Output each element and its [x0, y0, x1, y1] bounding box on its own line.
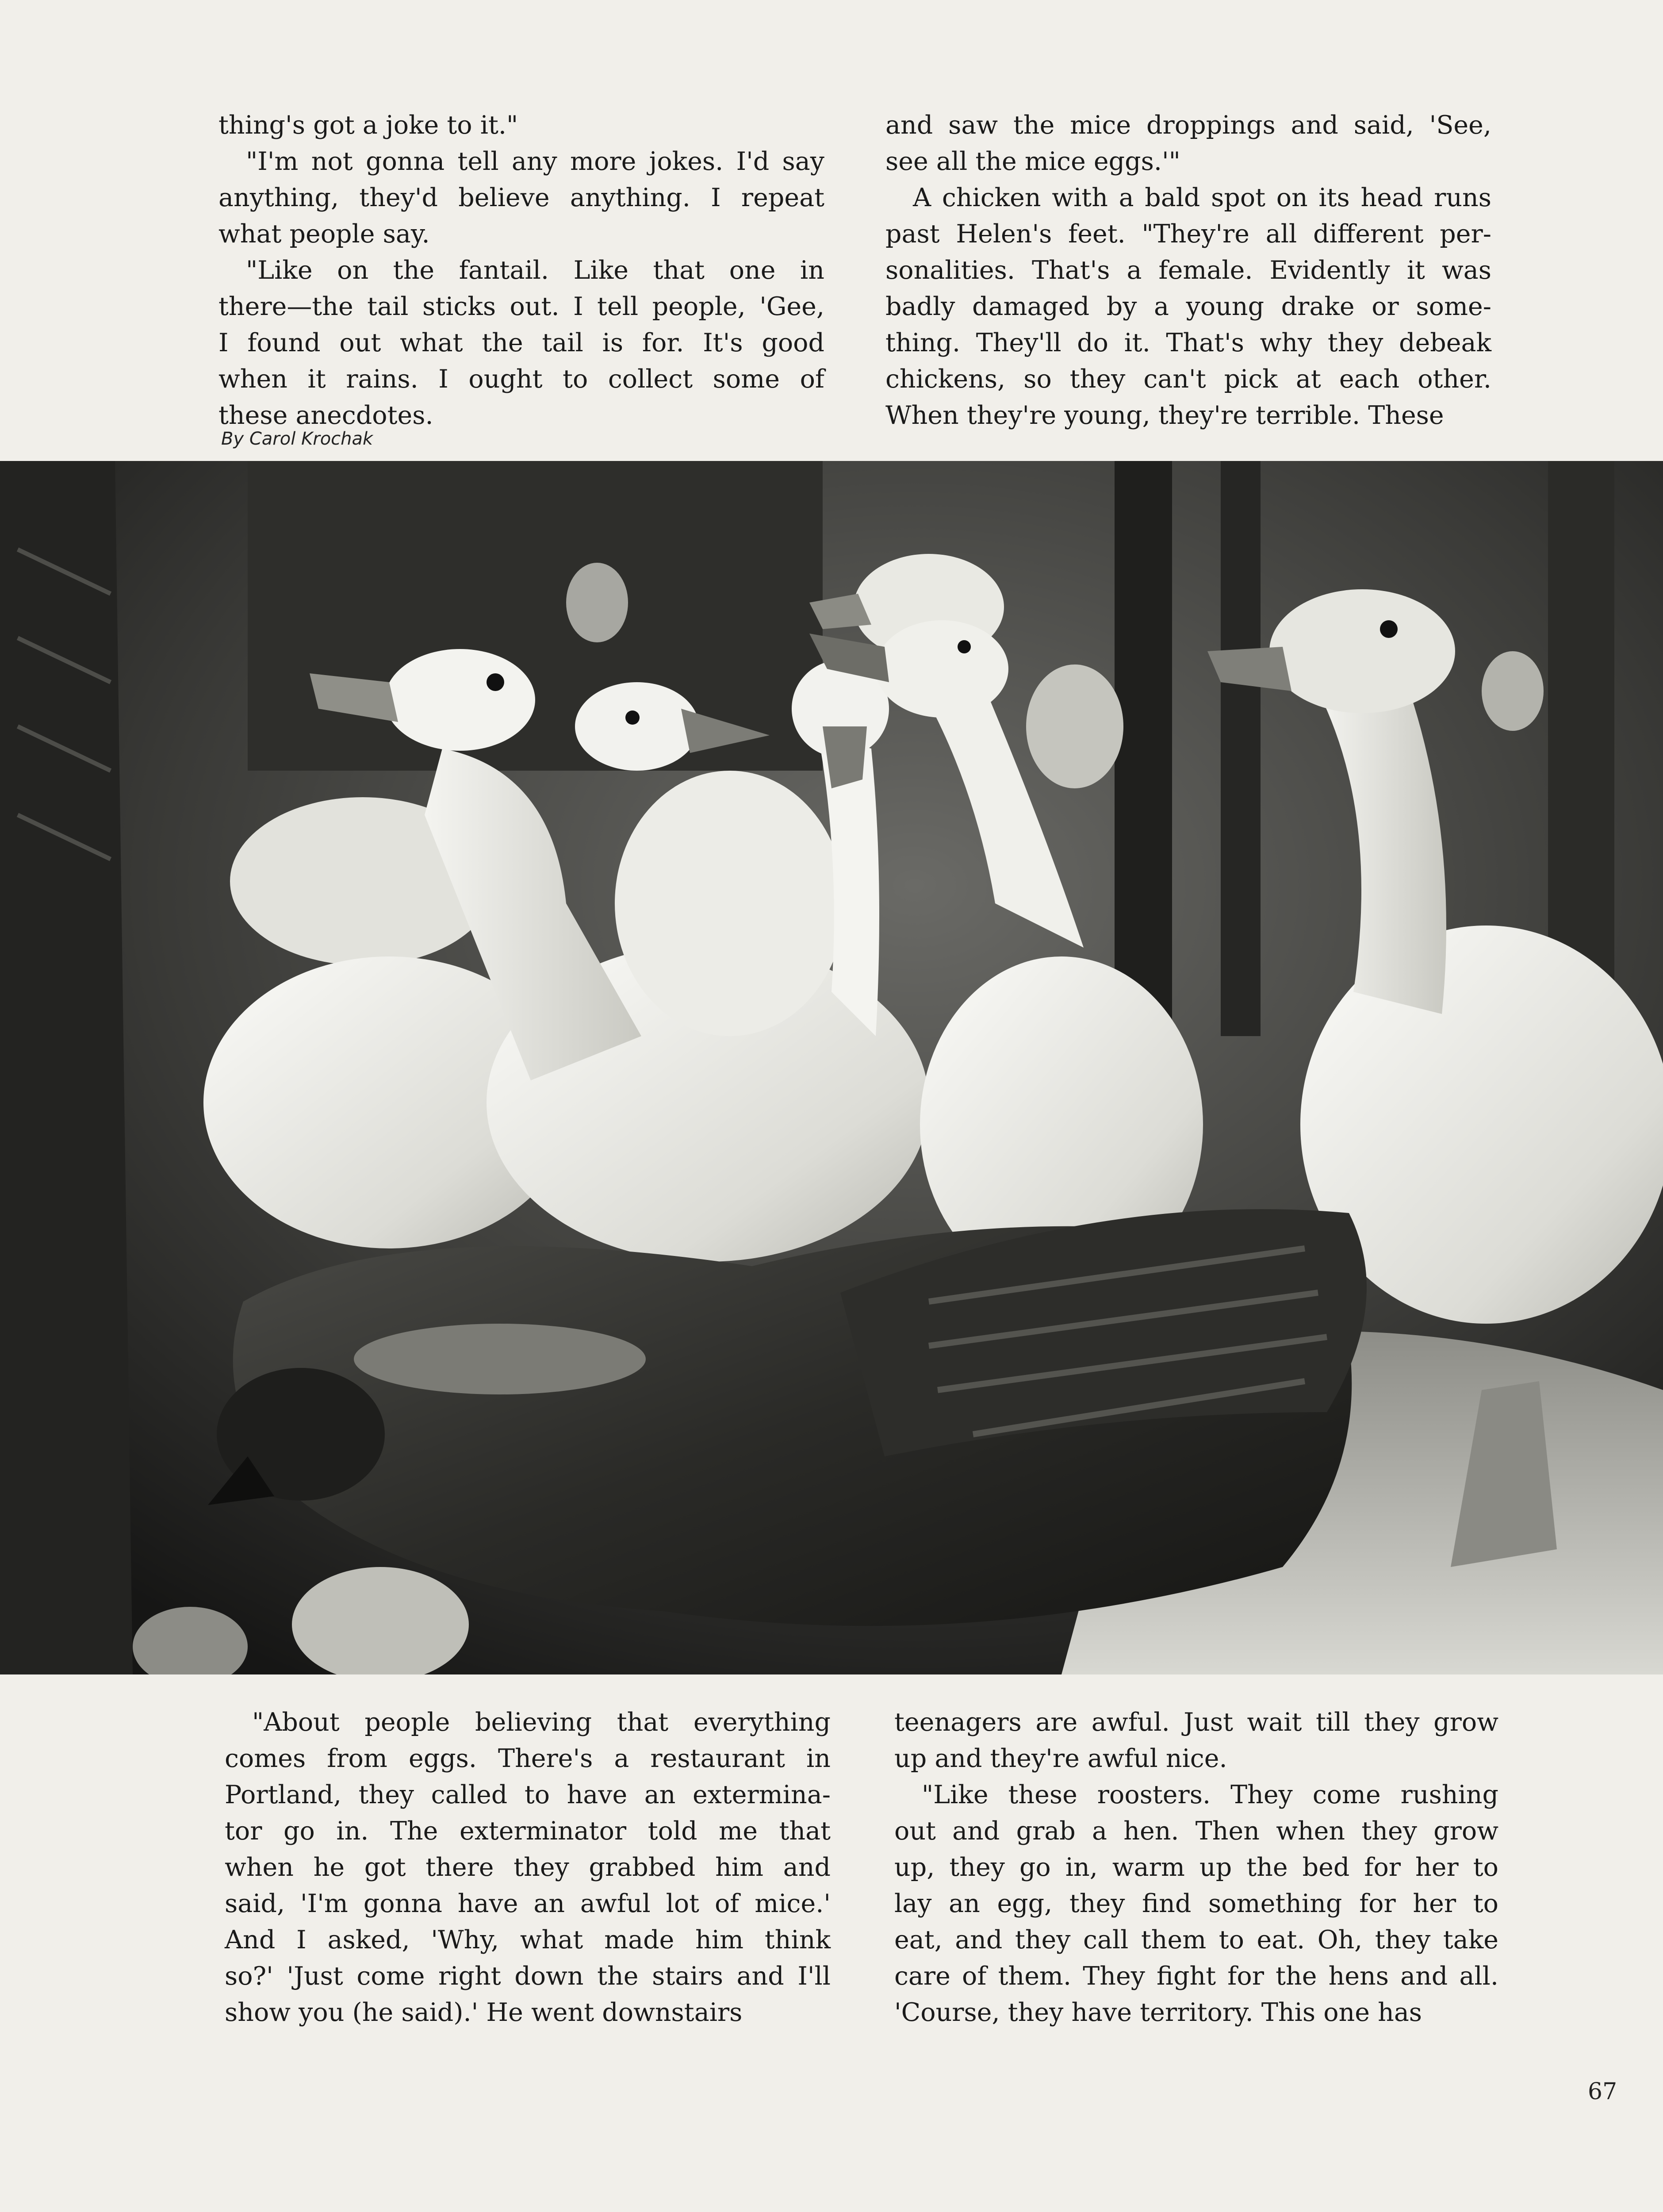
text-line: anything, they'd believe anything. I repeat — [218, 183, 824, 212]
text-line: And I asked, 'Why, what made him think — [225, 1925, 831, 1955]
goose-head — [876, 620, 1008, 718]
text-line: When they're young, they're terrible. These — [885, 401, 1444, 430]
top-left-column — [218, 107, 824, 434]
text-line: thing. They'll do it. That's why they debeak — [885, 328, 1491, 357]
background-chicken — [1026, 664, 1123, 788]
text-line: when he got there they grabbed him and — [225, 1853, 831, 1882]
page-number: 67 — [1588, 2078, 1617, 2105]
text-line: what people say. — [218, 219, 430, 249]
text-line: I found out what the tail is for. It's good — [218, 328, 824, 357]
text-line: eat, and they call them to eat. Oh, they take — [894, 1925, 1498, 1955]
text-line: up, they go in, warm up the bed for her to — [894, 1853, 1498, 1882]
text-line: there—the tail sticks out. I tell people, 'Gee, — [218, 292, 824, 321]
barn-wall — [248, 461, 823, 771]
bottom-left-column — [225, 1704, 831, 2031]
bottom-right-column — [894, 1704, 1498, 2031]
goose-head — [385, 649, 535, 751]
text-line: teenagers are awful. Just wait till they grow — [894, 1708, 1498, 1737]
text-line: see all the mice eggs.'" — [885, 147, 1180, 176]
text-line: thing's got a joke to it." — [218, 111, 518, 140]
text-line: so?' 'Just come right down the stairs and I'll — [225, 1962, 831, 1991]
text-line: these anecdotes. — [218, 401, 433, 430]
text-line: sonalities. That's a female. Evidently it was — [885, 256, 1491, 285]
barn-post — [1221, 461, 1261, 1036]
text-line: chickens, so they can't pick at each other. — [885, 365, 1491, 394]
goose-eye — [958, 640, 971, 653]
text-line: "Like on the fantail. Like that one in — [246, 256, 824, 285]
goose-eye — [487, 673, 504, 691]
text-line: care of them. They fight for the hens and all. — [894, 1962, 1498, 1991]
text-line: out and grab a hen. Then when they grow — [894, 1816, 1498, 1846]
text-line: badly damaged by a young drake or some- — [885, 292, 1491, 321]
goose-head — [575, 682, 699, 771]
text-line: comes from eggs. There's a restaurant in — [225, 1744, 831, 1773]
text-line: "I'm not gonna tell any more jokes. I'd say — [246, 147, 824, 176]
wire-fence — [0, 461, 133, 1674]
byline: By Carol Krochak — [221, 429, 373, 449]
goose-head — [1269, 589, 1455, 713]
text-line: A chicken with a bald spot on its head runs — [913, 183, 1491, 212]
text-line: lay an egg, they find something for her to — [894, 1889, 1498, 1918]
text-line: said, 'I'm gonna have an awful lot of mice.' — [225, 1889, 831, 1918]
text-line: 'Course, they have territory. This one has — [894, 1998, 1422, 2027]
gander-neck-highlight — [354, 1324, 646, 1394]
goose-eye — [1380, 620, 1398, 638]
text-line: tor go in. The exterminator told me that — [225, 1816, 831, 1846]
text-line: Portland, they called to have an extermina- — [225, 1780, 831, 1809]
text-line: show you (he said).' He went downstairs — [225, 1998, 743, 2027]
text-line: when it rains. I ought to collect some of — [218, 365, 824, 394]
top-right-column — [885, 107, 1491, 434]
goose-body — [615, 771, 845, 1036]
background-chicken — [566, 563, 628, 642]
goose-eye — [625, 710, 640, 725]
background-chicken — [1482, 651, 1544, 731]
text-line: past Helen's feet. "They're all different per- — [885, 219, 1491, 249]
text-line: "Like these roosters. They come rushing — [922, 1780, 1498, 1809]
text-line: "About people believing that everything — [252, 1708, 831, 1737]
geese-photo — [0, 461, 1663, 1674]
text-line: and saw the mice droppings and said, 'See, — [885, 111, 1491, 140]
text-line: up and they're awful nice. — [894, 1744, 1227, 1773]
